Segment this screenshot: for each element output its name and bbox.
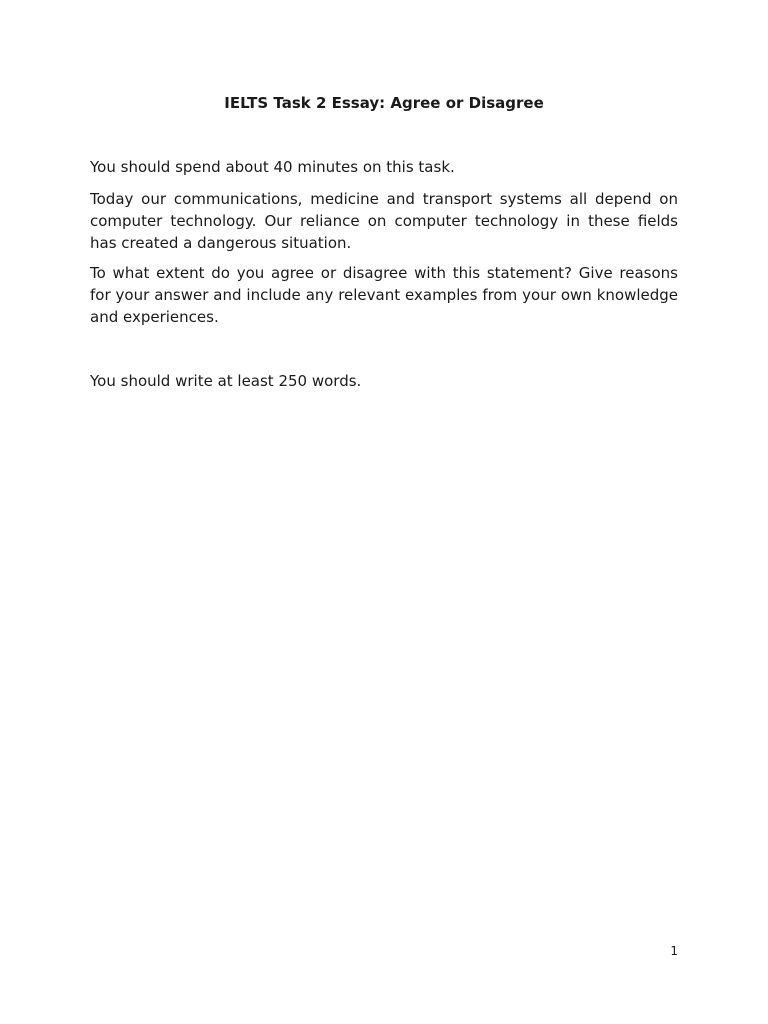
task-statement: Today our communications, medicine and transport systems all depend on computer technology. Our reliance on computer technology in these fields has created a dangerous situation. <box>90 190 678 252</box>
page-number: 1 <box>670 944 678 958</box>
task-question: To what extent do you agree or disagree with this statement? Give reasons for your answer and include any relevant examples from your own knowledge and experiences. <box>90 264 678 326</box>
essay-title: IELTS Task 2 Essay: Agree or Disagree <box>224 94 544 112</box>
time-instruction: You should spend about 40 minutes on this task. <box>90 158 455 176</box>
word-count-instruction: You should write at least 250 words. <box>90 372 362 390</box>
